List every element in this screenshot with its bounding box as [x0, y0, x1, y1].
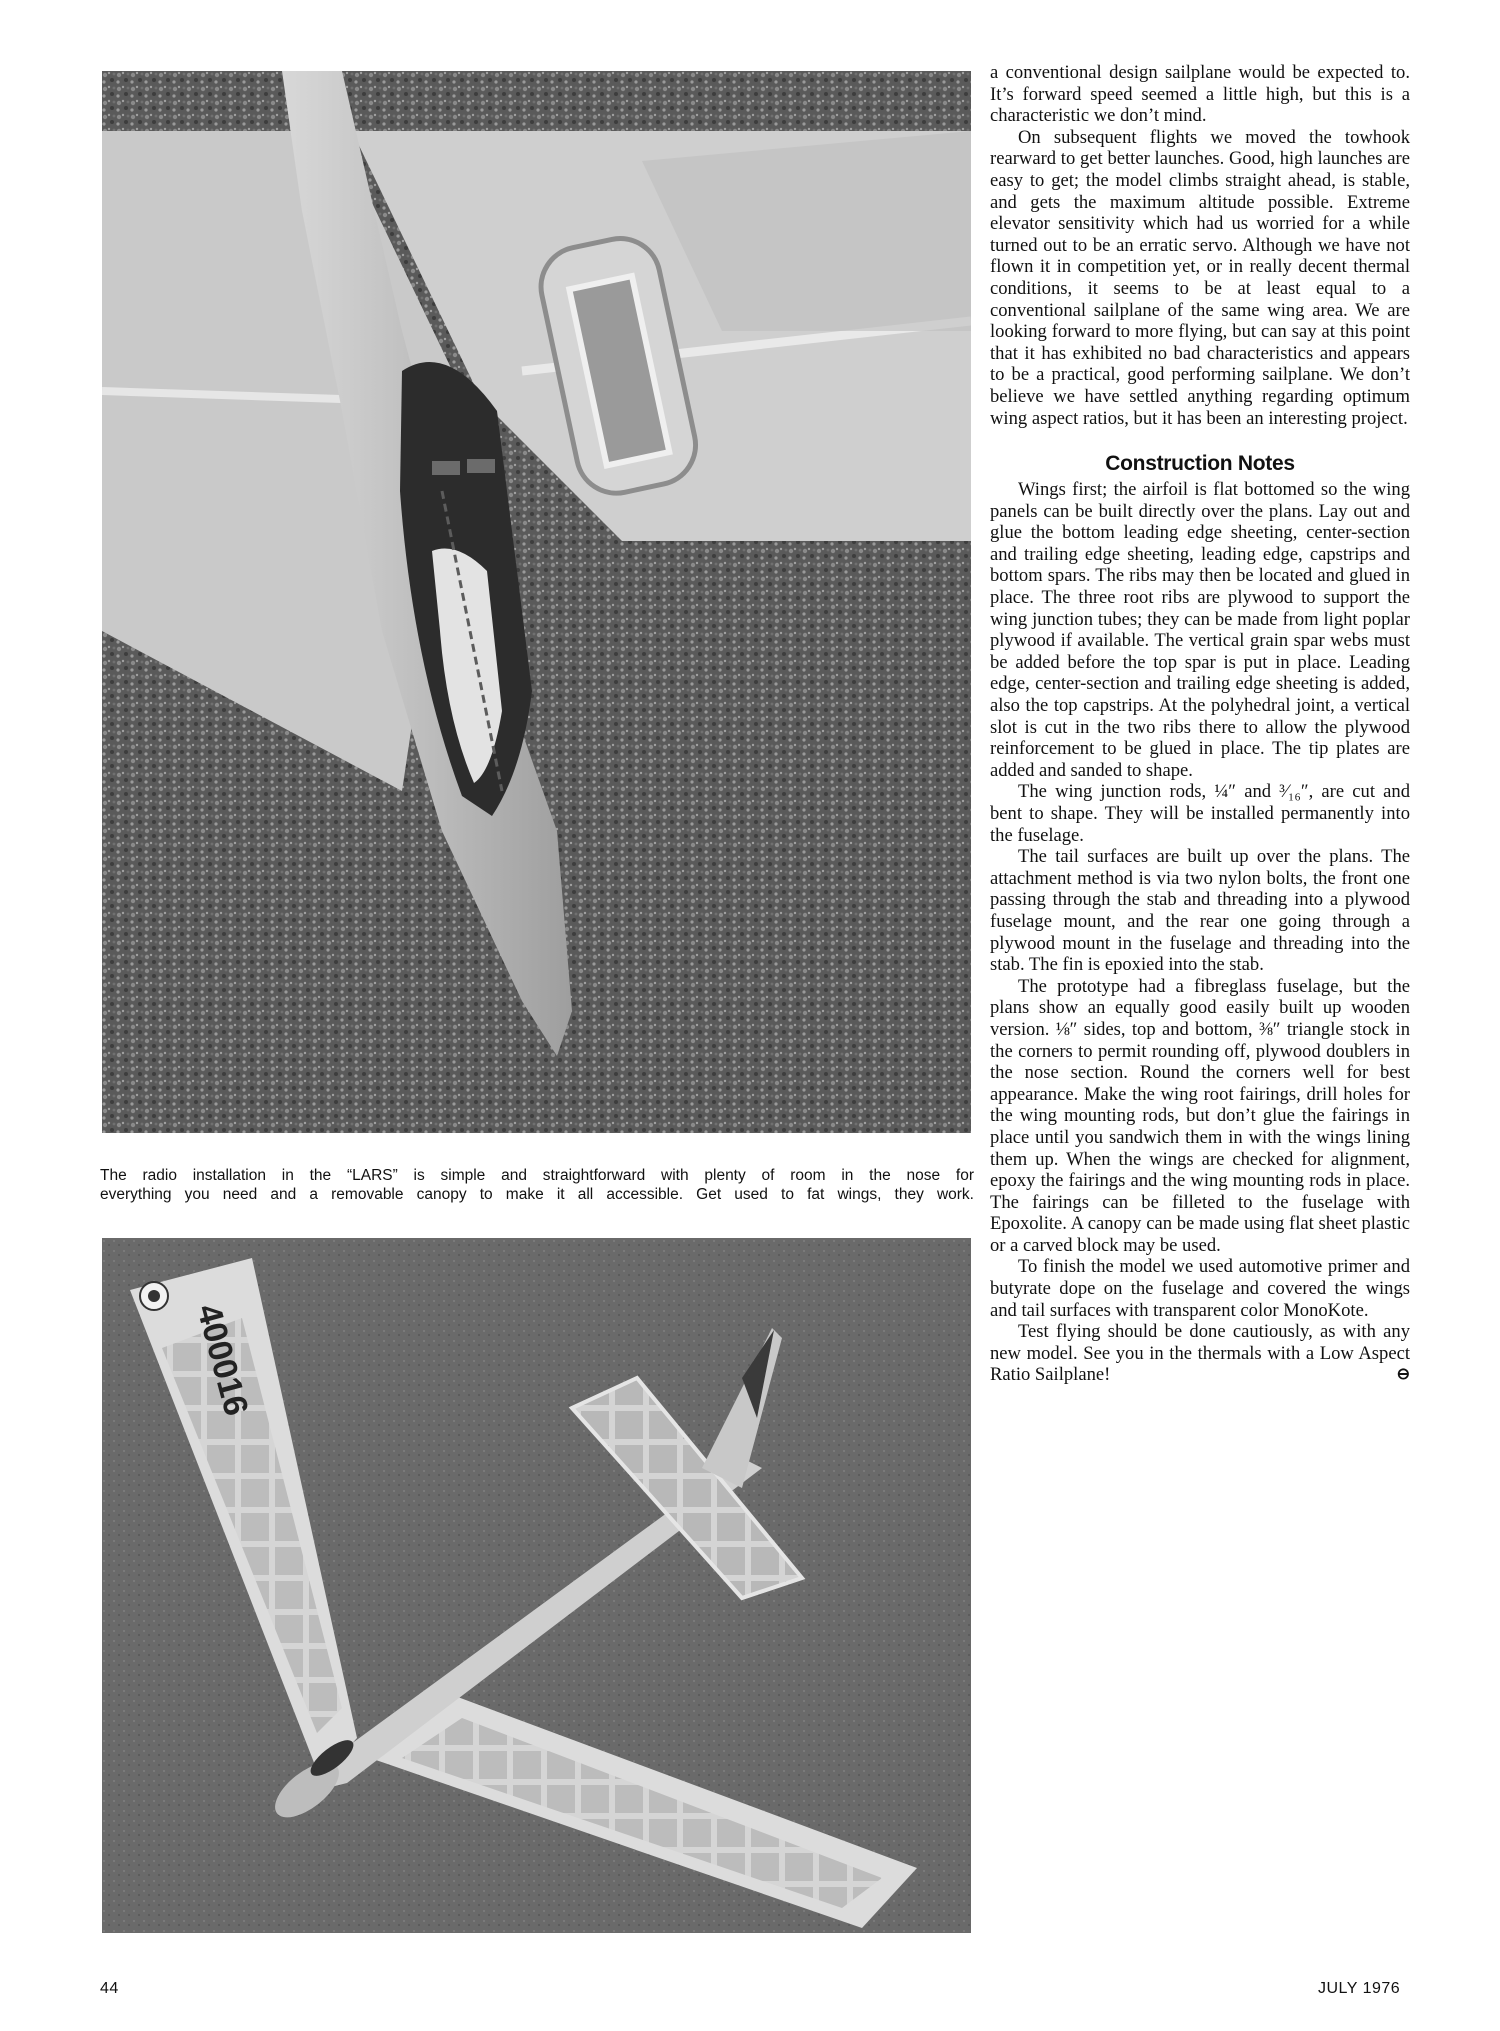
article-paragraph: On subsequent flights we moved the towhook rearward to get better launches. Good, high launches are easy to get; the model climbs straight ahead, is stable, and gets the maximum altitude possible. Extreme elevator sensitivity which had us worried for a while turned out to be an erratic servo. Although we have not flown it in competition yet, or in really decent thermal conditions, it seems to be at least equal to a conventional sailplane of the same wing area. We are looking forward to more flying, but can say at this point that it has exhibited no bad characteristics and appears to be a practical, good performing sailplane. We don’t believe we have settled anything regarding optimum wing aspect ratios, but it has been an interesting project. — [990, 126, 1410, 429]
photo-radio-installation — [102, 71, 971, 1133]
article-paragraph: a conventional design sailplane would be expected to. It’s forward speed seemed a little high, but this is a characteristic we don’t mind. — [990, 62, 1410, 127]
photo-full-sailplane-drawing — [102, 1238, 971, 1933]
caption-line-1: The radio installation in the “LARS” is simple and straightforward with plenty of room in the nose for — [100, 1167, 974, 1184]
article-paragraph: The tail surfaces are built up over the plans. The attachment method is via two nylon bolts, the front one passing through the stab and threading into a plywood fuselage mount, and the rear one going through a plywood mount in the fuselage and threading into the stab. The fin is epoxied into the stab. — [990, 846, 1410, 976]
article-paragraph: The wing junction rods, ¼″ and ³⁄₁₆″, are cut and bent to shape. They will be installed permanently into the fuselage. — [990, 781, 1410, 846]
issue-date: JULY 1976 — [1318, 1980, 1401, 1997]
article-paragraph: Wings first; the airfoil is flat bottomed so the wing panels can be built directly over the plans. Lay out and glue the bottom leading edge sheeting, center-section and trailing edge sheeting, leading edge, capstrips and bottom spars. The ribs may then be located and glued in place. The three root ribs are plywood to support the wing junction tubes; they can be made from light poplar plywood if available. The vertical grain spar webs must be added before the top spar is put in place. Leading edge, center-section and trailing edge sheeting is added, also the top capstrips. At the polyhedral joint, a vertical slot is cut in the two ribs there to allow the plywood reinforcement to be glued in place. The tip plates are added and sanded to shape. — [990, 479, 1410, 781]
photo-caption — [100, 1166, 974, 1204]
registration-number: 400016 — [189, 1300, 256, 1420]
article-paragraph: To finish the model we used automotive primer and butyrate dope on the fuselage and covered the wings and tail surfaces with transparent color MonoKote. — [990, 1256, 1410, 1321]
page-number: 44 — [100, 1980, 119, 1997]
article-paragraph-final — [990, 1321, 1410, 1386]
caption-line-2: everything you need and a removable canopy to make it all accessible. Get used to fat wings, they work. — [100, 1186, 974, 1203]
photo-full-sailplane — [102, 1238, 971, 1933]
section-heading: Construction Notes — [1105, 452, 1295, 476]
end-mark-icon: ⊖ — [1396, 1366, 1410, 1384]
photo-radio-installation-drawing — [102, 71, 971, 1133]
article-column — [990, 62, 1410, 1386]
article-paragraph: The prototype had a fibreglass fuselage, but the plans show an equally good easily built up wooden version. ⅛″ sides, top and bottom, ⅜″ triangle stock in the corners to permit rounding off, plywood doublers in the nose section. Round the corners well for best appearance. Make the wing root fairings, drill holes for the wing mounting rods, but don’t glue the fairings in place until you sandwich them in with the wings lining them up. When the wings are checked for alignment, epoxy the fairings and the wing mounting rods in place. The fairings can be filleted to the fuselage with Epoxolite. A canopy can be made using flat sheet plastic or a carved block may be used. — [990, 975, 1410, 1256]
final-paragraph-text: Test flying should be done cautiously, as with any new model. See you in the thermals with a Low Aspect Ratio Sailplane! — [990, 1321, 1410, 1386]
